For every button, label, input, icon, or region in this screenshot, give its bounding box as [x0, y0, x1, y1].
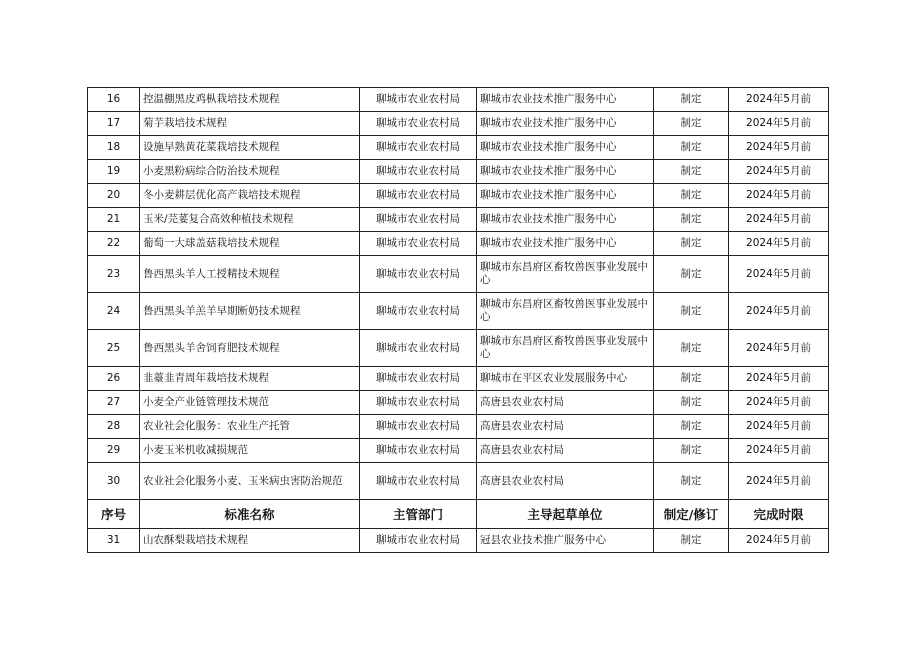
cell-type: 制定 [654, 184, 729, 208]
cell-unit: 聊城市东昌府区畜牧兽医事业发展中心 [477, 293, 654, 330]
cell-date: 2024年5月前 [729, 256, 829, 293]
cell-name: 菊芋栽培技术规程 [140, 112, 360, 136]
cell-no: 30 [88, 463, 140, 500]
cell-date: 2024年5月前 [729, 232, 829, 256]
cell-no: 16 [88, 88, 140, 112]
cell-no: 20 [88, 184, 140, 208]
cell-unit: 高唐县农业农村局 [477, 463, 654, 500]
cell-type: 制定 [654, 415, 729, 439]
cell-type: 制定 [654, 208, 729, 232]
cell-no: 19 [88, 160, 140, 184]
table-row [88, 136, 829, 160]
cell-dept: 聊城市农业农村局 [360, 232, 477, 256]
cell-dept: 聊城市农业农村局 [360, 439, 477, 463]
header-name: 标准名称 [140, 500, 360, 529]
cell-date: 2024年5月前 [729, 367, 829, 391]
cell-dept: 聊城市农业农村局 [360, 293, 477, 330]
cell-name: 山农酥梨栽培技术规程 [140, 529, 360, 553]
cell-dept: 聊城市农业农村局 [360, 415, 477, 439]
header-date: 完成时限 [729, 500, 829, 529]
cell-date: 2024年5月前 [729, 88, 829, 112]
cell-date: 2024年5月前 [729, 184, 829, 208]
cell-no: 24 [88, 293, 140, 330]
cell-dept: 聊城市农业农村局 [360, 112, 477, 136]
table-row [88, 391, 829, 415]
table-row [88, 232, 829, 256]
table-row [88, 184, 829, 208]
header-dept: 主管部门 [360, 500, 477, 529]
cell-type: 制定 [654, 256, 729, 293]
cell-unit: 高唐县农业农村局 [477, 391, 654, 415]
cell-type: 制定 [654, 88, 729, 112]
header-type: 制定/修订 [654, 500, 729, 529]
cell-name: 小麦黑粉病综合防治技术规程 [140, 160, 360, 184]
cell-name: 冬小麦耕层优化高产栽培技术规程 [140, 184, 360, 208]
table-body-upper [88, 88, 829, 500]
table-row [88, 112, 829, 136]
cell-type: 制定 [654, 136, 729, 160]
header-no: 序号 [88, 500, 140, 529]
cell-type: 制定 [654, 293, 729, 330]
cell-unit: 聊城市农业技术推广服务中心 [477, 112, 654, 136]
cell-date: 2024年5月前 [729, 112, 829, 136]
header-unit: 主导起草单位 [477, 500, 654, 529]
cell-unit: 聊城市东昌府区畜牧兽医事业发展中心 [477, 330, 654, 367]
standards-table [87, 87, 829, 553]
header-row [88, 500, 829, 529]
cell-dept: 聊城市农业农村局 [360, 463, 477, 500]
cell-unit: 聊城市农业技术推广服务中心 [477, 232, 654, 256]
table-row [88, 463, 829, 500]
cell-date: 2024年5月前 [729, 415, 829, 439]
cell-name: 韭薹韭青周年栽培技术规程 [140, 367, 360, 391]
table-row [88, 256, 829, 293]
cell-date: 2024年5月前 [729, 391, 829, 415]
cell-type: 制定 [654, 232, 729, 256]
table-row [88, 160, 829, 184]
table-row [88, 208, 829, 232]
table-row [88, 88, 829, 112]
cell-no: 18 [88, 136, 140, 160]
cell-name: 农业社会化服务：农业生产托管 [140, 415, 360, 439]
cell-no: 27 [88, 391, 140, 415]
cell-unit: 聊城市在平区农业发展服务中心 [477, 367, 654, 391]
cell-no: 26 [88, 367, 140, 391]
cell-name: 鲁西黑头羊羔羊早期断奶技术规程 [140, 293, 360, 330]
cell-no: 21 [88, 208, 140, 232]
cell-name: 小麦玉米机收减损规范 [140, 439, 360, 463]
cell-unit: 聊城市东昌府区畜牧兽医事业发展中心 [477, 256, 654, 293]
cell-dept: 聊城市农业农村局 [360, 256, 477, 293]
table-row [88, 367, 829, 391]
cell-dept: 聊城市农业农村局 [360, 208, 477, 232]
cell-name: 控温棚黑皮鸡枞栽培技术规程 [140, 88, 360, 112]
cell-type: 制定 [654, 463, 729, 500]
cell-dept: 聊城市农业农村局 [360, 136, 477, 160]
cell-no: 29 [88, 439, 140, 463]
cell-unit: 高唐县农业农村局 [477, 415, 654, 439]
cell-no: 22 [88, 232, 140, 256]
cell-unit: 聊城市农业技术推广服务中心 [477, 136, 654, 160]
cell-date: 2024年5月前 [729, 463, 829, 500]
cell-no: 17 [88, 112, 140, 136]
cell-type: 制定 [654, 160, 729, 184]
cell-name: 葡萄一大球盖菇栽培技术规程 [140, 232, 360, 256]
table-header [88, 500, 829, 529]
cell-dept: 聊城市农业农村局 [360, 160, 477, 184]
cell-unit: 聊城市农业技术推广服务中心 [477, 208, 654, 232]
cell-no: 31 [88, 529, 140, 553]
cell-no: 23 [88, 256, 140, 293]
cell-dept: 聊城市农业农村局 [360, 367, 477, 391]
cell-name: 设施早熟黄花菜栽培技术规程 [140, 136, 360, 160]
cell-no: 28 [88, 415, 140, 439]
cell-unit: 冠县农业技术推广服务中心 [477, 529, 654, 553]
cell-date: 2024年5月前 [729, 208, 829, 232]
cell-unit: 聊城市农业技术推广服务中心 [477, 184, 654, 208]
cell-name: 玉米/芫荽复合高效种植技术规程 [140, 208, 360, 232]
cell-no: 25 [88, 330, 140, 367]
cell-unit: 聊城市农业技术推广服务中心 [477, 88, 654, 112]
cell-type: 制定 [654, 439, 729, 463]
cell-dept: 聊城市农业农村局 [360, 184, 477, 208]
cell-name: 鲁西黑头羊人工授精技术规程 [140, 256, 360, 293]
table-row [88, 529, 829, 553]
cell-dept: 聊城市农业农村局 [360, 529, 477, 553]
cell-unit: 高唐县农业农村局 [477, 439, 654, 463]
cell-date: 2024年5月前 [729, 330, 829, 367]
cell-type: 制定 [654, 529, 729, 553]
cell-date: 2024年5月前 [729, 293, 829, 330]
cell-date: 2024年5月前 [729, 529, 829, 553]
table-row [88, 415, 829, 439]
cell-name: 农业社会化服务小麦、玉米病虫害防治规范 [140, 463, 360, 500]
cell-date: 2024年5月前 [729, 136, 829, 160]
cell-date: 2024年5月前 [729, 439, 829, 463]
table-row [88, 293, 829, 330]
cell-type: 制定 [654, 112, 729, 136]
table-body-lower [88, 529, 829, 553]
cell-name: 鲁西黑头羊舍饲育肥技术规程 [140, 330, 360, 367]
cell-type: 制定 [654, 330, 729, 367]
cell-type: 制定 [654, 367, 729, 391]
cell-dept: 聊城市农业农村局 [360, 391, 477, 415]
cell-date: 2024年5月前 [729, 160, 829, 184]
cell-dept: 聊城市农业农村局 [360, 330, 477, 367]
table-row [88, 330, 829, 367]
table-row [88, 439, 829, 463]
cell-name: 小麦全产业链管理技术规范 [140, 391, 360, 415]
cell-dept: 聊城市农业农村局 [360, 88, 477, 112]
cell-type: 制定 [654, 391, 729, 415]
cell-unit: 聊城市农业技术推广服务中心 [477, 160, 654, 184]
